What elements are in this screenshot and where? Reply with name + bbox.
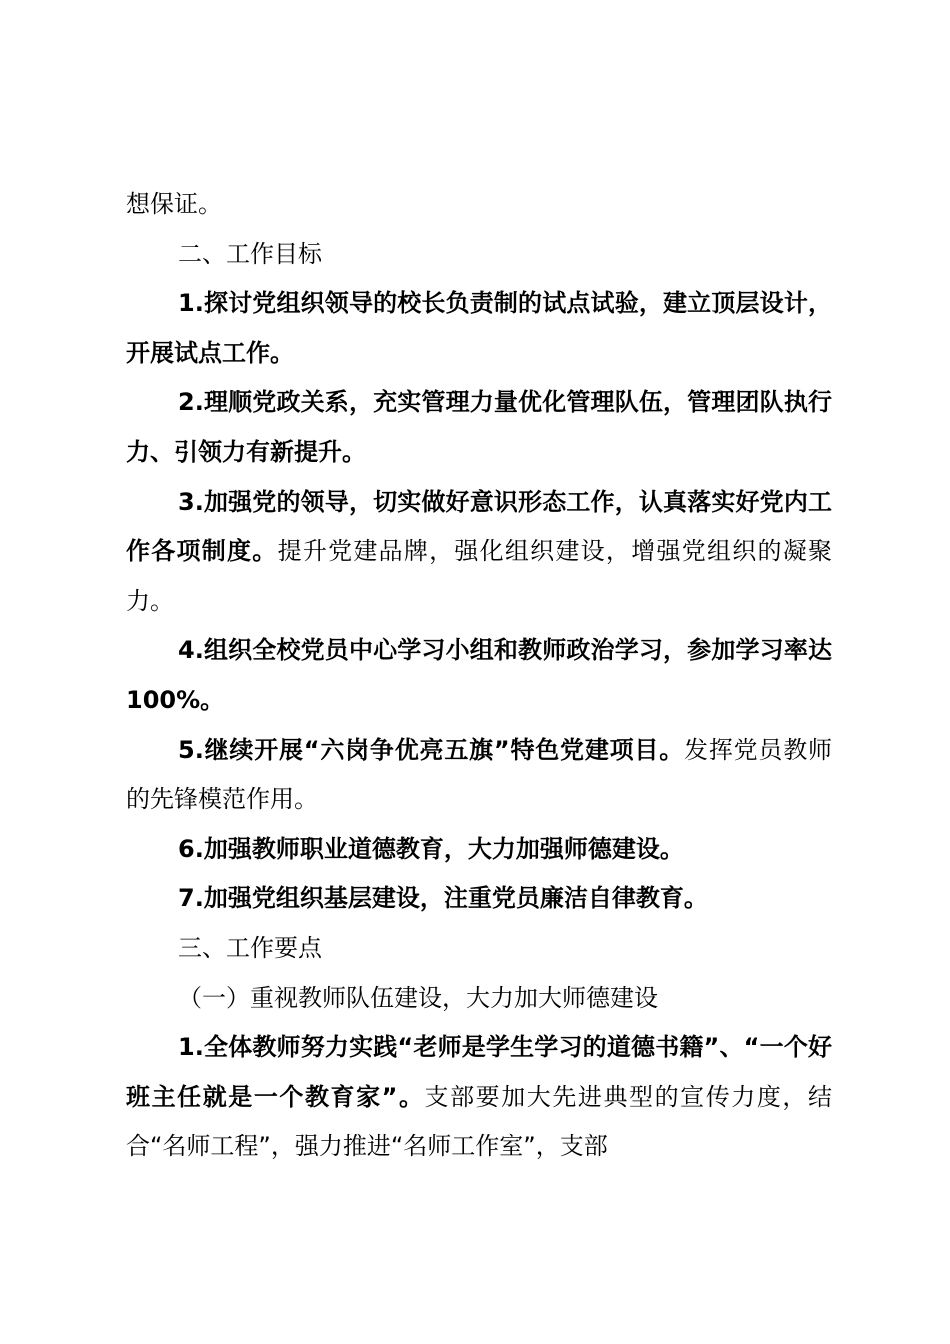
text-run: 二、工作目标 [178, 239, 322, 268]
goal-item-4 [126, 626, 832, 725]
text-run: 2.理顺党政关系，充实管理力量优化管理队伍，管理团队执行力、引领力有新提升。 [126, 388, 832, 466]
goal-item-3 [126, 478, 832, 627]
goal-item-6 [126, 825, 832, 875]
goal-item-7 [126, 874, 832, 924]
text-run: 7.加强党组织基层建设，注重党员廉洁自律教育。 [178, 884, 708, 913]
goal-item-1 [126, 279, 832, 378]
section-heading-work-points [126, 924, 832, 974]
text-run-bold: 1.全体教师努力实践“老师是学生学习的道德书籍”、“一个好班主任就是一个教育家”。 [126, 1033, 832, 1111]
text-run: 6.加强教师职业道德教育，大力加强师德建设。 [178, 834, 684, 863]
text-run: 发挥党员教师的先锋模范作用。 [126, 735, 832, 814]
text-run: 想保证。 [126, 190, 222, 218]
goal-item-5 [126, 726, 832, 825]
text-run: 4.组织全校党员中心学习小组和教师政治学习，参加学习率达 100%。 [126, 636, 832, 714]
text-run: 提升党建品牌，强化组织建设，增强党组织的凝聚力。 [126, 537, 833, 615]
text-run: 三、工作要点 [178, 933, 322, 962]
text-run: 支部要加大先进典型的宣传力度，结合“名师工程”，强力推进“名师工作室”，支部 [126, 1082, 833, 1161]
section-heading-work-goals [126, 230, 832, 280]
text-run-bold: 3.加强党的领导，切实做好意识形态工作，认真落实好党内工作各项制度。 [126, 487, 832, 566]
text-run: 1.探讨党组织领导的校长负责制的试点试验，建立顶层设计，开展试点工作。 [126, 289, 832, 367]
document-page [126, 180, 832, 1172]
point-item-1 [126, 1023, 832, 1172]
goal-item-2 [126, 378, 832, 477]
subsection-heading-1 [126, 974, 832, 1024]
paragraph-1 [126, 180, 832, 230]
text-run: （一）重视教师队伍建设，大力加大师德建设 [178, 983, 658, 1012]
text-run-bold: 5.继续开展“六岗争优亮五旗”特色党建项目。 [178, 735, 685, 764]
